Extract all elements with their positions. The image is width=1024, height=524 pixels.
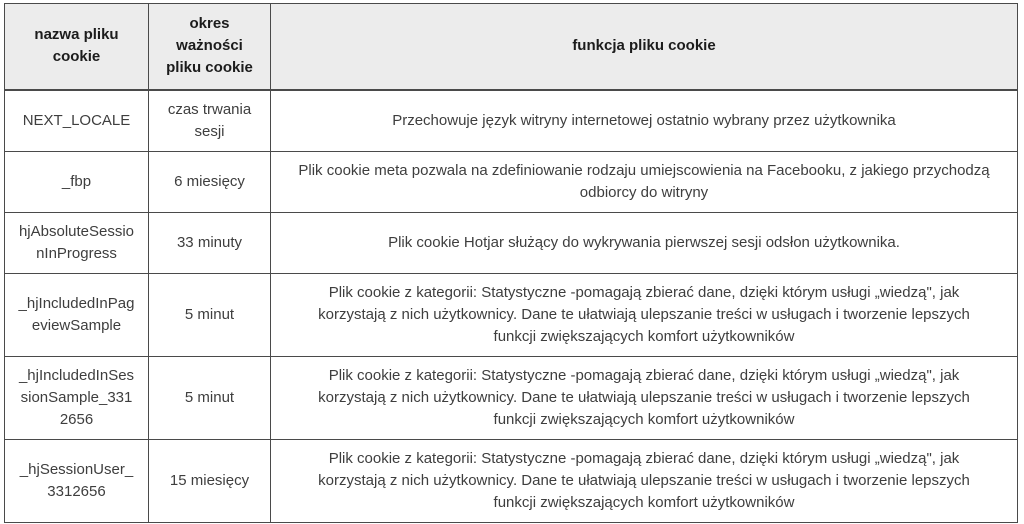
- col-header-cookie-period: okres ważności pliku cookie: [149, 4, 271, 90]
- cookie-function-cell: Plik cookie meta pozwala na zdefiniowanie rodzaju umiejscowienia na Facebooku, z jakiego przychodzą odbiorcy do witryny: [271, 151, 1018, 212]
- table-body: [5, 90, 1018, 523]
- cookie-period-cell: 15 miesięcy: [149, 439, 271, 522]
- cookie-name-cell: _hjIncludedInPageviewSample: [5, 273, 149, 356]
- cookie-function-cell: Plik cookie z kategorii: Statystyczne -pomagają zbierać dane, dzięki którym usługi „wiedzą", jak korzystają z nich użytkownicy. Dane te ułatwiają ulepszanie treści w usługach i tworzenie lepszych funkcji zwiększających komfort użytkowników: [271, 273, 1018, 356]
- cookie-function-cell: Plik cookie Hotjar służący do wykrywania pierwszej sesji odsłon użytkownika.: [271, 212, 1018, 273]
- table-row: [5, 273, 1018, 356]
- cookie-period-cell: 33 minuty: [149, 212, 271, 273]
- cookie-name-cell: _hjSessionUser_3312656: [5, 439, 149, 522]
- cookie-name-cell: NEXT_LOCALE: [5, 90, 149, 152]
- cookie-period-cell: czas trwania sesji: [149, 90, 271, 152]
- cookie-period-cell: 6 miesięcy: [149, 151, 271, 212]
- col-header-cookie-function: funkcja pliku cookie: [271, 4, 1018, 90]
- table-row: [5, 356, 1018, 439]
- cookie-name-cell: _fbp: [5, 151, 149, 212]
- col-header-cookie-name: nazwa pliku cookie: [5, 4, 149, 90]
- header-row: [5, 4, 1018, 90]
- table-row: [5, 90, 1018, 152]
- table-row: [5, 151, 1018, 212]
- cookie-function-cell: Przechowuje język witryny internetowej ostatnio wybrany przez użytkownika: [271, 90, 1018, 152]
- cookie-function-cell: Plik cookie z kategorii: Statystyczne -pomagają zbierać dane, dzięki którym usługi „wiedzą", jak korzystają z nich użytkownicy. Dane te ułatwiają ulepszanie treści w usługach i tworzenie lepszych funkcji zwiększających komfort użytkowników: [271, 439, 1018, 522]
- cookie-name-cell: hjAbsoluteSessionInProgress: [5, 212, 149, 273]
- table-row: [5, 439, 1018, 522]
- cookie-table: [4, 3, 1018, 523]
- cookie-period-cell: 5 minut: [149, 273, 271, 356]
- cookie-name-cell: _hjIncludedInSessionSample_3312656: [5, 356, 149, 439]
- cookie-period-cell: 5 minut: [149, 356, 271, 439]
- cookie-function-cell: Plik cookie z kategorii: Statystyczne -pomagają zbierać dane, dzięki którym usługi „wiedzą", jak korzystają z nich użytkownicy. Dane te ułatwiają ulepszanie treści w usługach i tworzenie lepszych funkcji zwiększających komfort użytkowników: [271, 356, 1018, 439]
- table-row: [5, 212, 1018, 273]
